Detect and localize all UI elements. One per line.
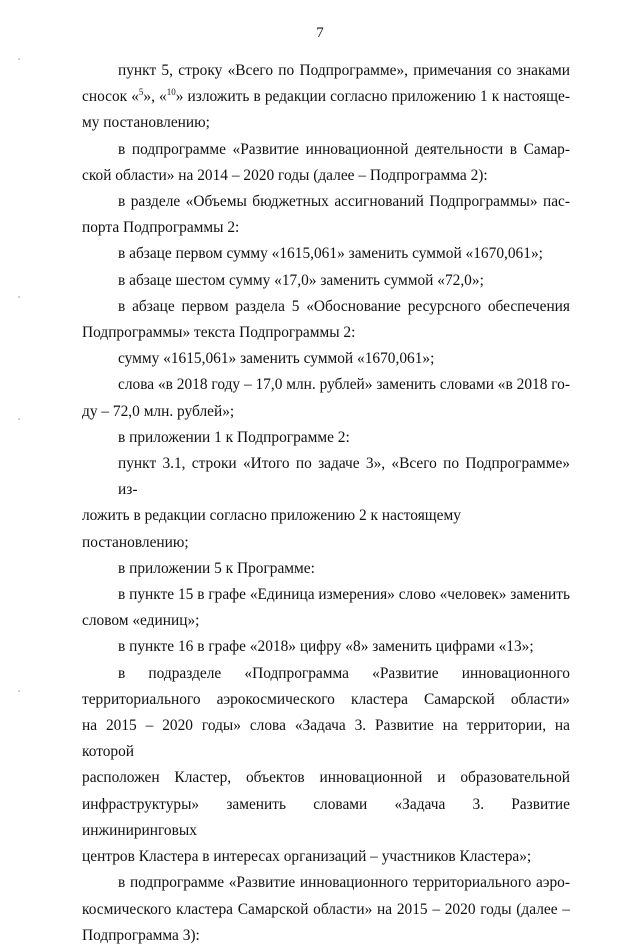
text-line: в пункте 15 в графе «Единица измерения» слово «человек» заменить	[118, 586, 570, 604]
text-line: в подпрограмме «Развитие инновационного территориального аэро-	[118, 874, 570, 892]
text-line	[82, 84, 570, 110]
text-line: пункт 3.1, строки «Итого по задаче 3», «Всего по Подпрограмме» из-	[118, 455, 570, 499]
paragraph-item-15	[82, 582, 570, 634]
text-line: в пункте 16 в графе «2018» цифру «8» заменить цифрами «13»;	[118, 638, 534, 656]
text-line: космического кластера Самарской области» на 2015 – 2020 годы (далее –	[82, 900, 570, 918]
paragraph-budget-section	[82, 189, 570, 241]
text-line: инфраструктуры» заменить словами «Задача 3. Развитие инжиниринговых	[82, 795, 570, 839]
text-line: центров Кластера в интересах организаций – участников Кластера»;	[82, 848, 532, 866]
paragraph-sixth-abzac-sum	[82, 268, 570, 294]
text-line: в абзаце первом раздела 5 «Обоснование ресурсного обеспечения	[118, 297, 570, 315]
text-fragment: », «	[143, 88, 167, 106]
paragraph-section-5	[82, 294, 570, 346]
paragraph-subprogram-3	[82, 870, 570, 949]
text-fragment: » изложить в редакции согласно приложению 1 к настояще-	[175, 88, 570, 106]
text-line: му постановлению;	[82, 114, 210, 132]
text-line: слова «в 2018 году – 17,0 млн. рублей» заменить словами «в 2018 го-	[118, 376, 571, 394]
text-line: на 2015 – 2020 годы» слова «Задача 3. Развитие на территории, на которой	[82, 717, 570, 761]
paragraph-sum-replace	[82, 346, 570, 372]
scan-margin-mark	[18, 296, 20, 298]
document-body	[82, 58, 570, 949]
text-line: ду – 72,0 млн. рублей»;	[82, 402, 235, 420]
text-line: расположен Кластер, объектов инновационной и образовательной	[82, 769, 570, 787]
text-line: пункт 5, строку «Всего по Подпрограмме», примечания со знаками	[118, 62, 570, 79]
text-line: Подпрограмма 3):	[82, 926, 200, 944]
paragraph-words-2018	[82, 372, 570, 424]
page-number: 7	[316, 25, 324, 41]
text-fragment: сносок «	[82, 88, 139, 106]
paragraph-first-abzac-sum	[82, 241, 570, 267]
text-line: в подпрограмме «Развитие инновационной деятельности в Самар-	[118, 140, 570, 158]
paragraph-item-16	[82, 634, 570, 660]
text-line: в разделе «Объемы бюджетных ассигнований Подпрограммы» пас-	[118, 193, 570, 211]
text-line: сумму «1615,061» заменить суммой «1670,061»;	[118, 350, 435, 368]
text-line: в абзаце шестом сумму «17,0» заменить суммой «72,0»;	[118, 271, 484, 289]
text-line: ложить в редакции согласно приложению 2 к настоящему постановлению;	[82, 507, 461, 551]
footnote-marker: 5	[138, 87, 144, 98]
scan-margin-mark	[18, 58, 20, 60]
paragraph-item-3-1	[82, 451, 570, 556]
text-line: ской области» на 2014 – 2020 годы (далее – Подпрограмма 2):	[82, 166, 488, 184]
scan-margin-mark	[18, 418, 20, 420]
text-line: в приложении 5 к Программе:	[118, 559, 315, 577]
paragraph-appendix-1	[82, 425, 570, 451]
paragraph-subprogram-1-item5	[82, 58, 570, 137]
paragraph-subsection-cluster	[82, 661, 570, 871]
paragraph-subprogram-2	[82, 137, 570, 189]
text-line: территориального аэрокосмического кластера Самарской области»	[82, 690, 570, 708]
text-line: порта Подпрограммы 2:	[82, 219, 240, 237]
text-line: в приложении 1 к Подпрограмме 2:	[118, 428, 350, 446]
text-line: словом «единиц»;	[82, 612, 200, 630]
text-line: в подразделе «Подпрограмма «Развитие инновационного	[118, 664, 570, 682]
paragraph-appendix-5	[82, 556, 570, 582]
text-line: Подпрограммы» текста Подпрограммы 2:	[82, 324, 356, 342]
scan-margin-mark	[18, 690, 20, 692]
footnote-marker: 10	[166, 87, 176, 98]
text-line: в абзаце первом сумму «1615,061» заменить суммой «1670,061»;	[118, 245, 543, 263]
